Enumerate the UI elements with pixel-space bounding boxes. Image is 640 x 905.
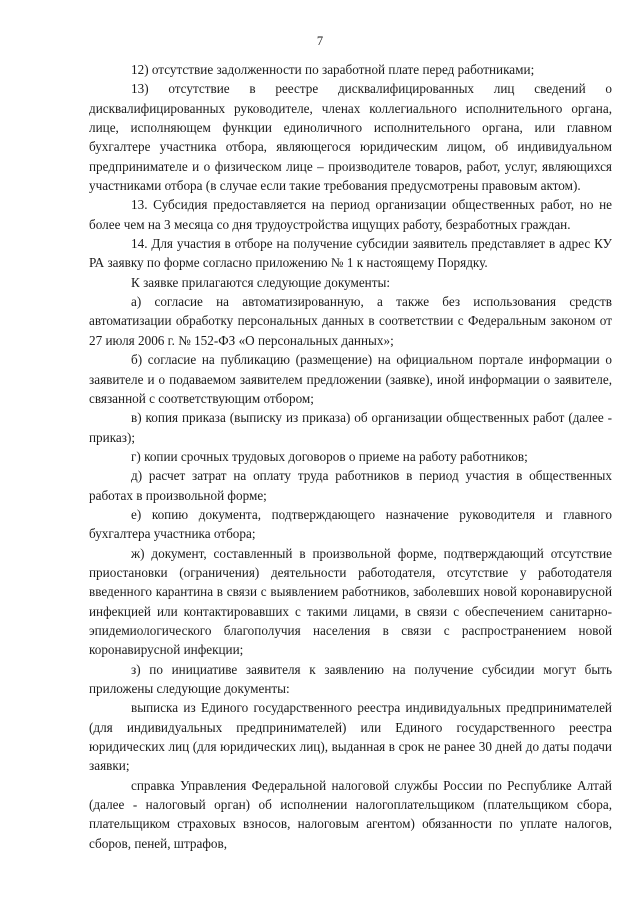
document-body (89, 60, 612, 853)
page-number: 7 (316, 34, 324, 48)
paragraph: справка Управления Федеральной налоговой службы России по Республике Алтай (далее - налоговый орган) об исполнении налогоплательщиком (плательщиком сбора, плательщиком страховых взносов, налоговым агентом) обязанности по уплате налогов, сборов, пеней, штрафов, (89, 777, 612, 851)
paragraph: 12) отсутствие задолженности по заработной плате перед работниками; (131, 62, 535, 77)
paragraph: К заявке прилагаются следующие документы: (131, 274, 391, 290)
paragraph: а) согласие на автоматизированную, а также без использования средств автоматизации обработку персональных данных в соответствии с Федеральным законом от 27 июля 2006 г. № 152-ФЗ «О персональных данных»; (89, 294, 612, 348)
paragraph: 14. Для участия в отборе на получение субсидии заявитель представляет в адрес КУ РА заявку по форме согласно приложению № 1 к настоящему Порядку. (89, 236, 612, 271)
paragraph: 13) отсутствие в реестре дисквалифицированных лиц сведений о дисквалифицированных руководителе, членах коллегиального исполнительного органа, лице, исполняющем функции единоличного исполнительного органа, или главном бухгалтере участника отбора, являющегося юридическим лицом, об индивидуальном предпринимателе и о физическом лице – производителе товаров, работ, услуг, являющихся участниками отбора (в случае если такие требования предусмотрены правовым актом). (89, 81, 612, 194)
paragraph: б) согласие на публикацию (размещение) на официальном портале информации о заявителе и о подаваемом заявителем предложении (заявке), иной информации о заявителе, связанной с соответствующим отбором; (89, 352, 612, 406)
paragraph: в) копия приказа (выписку из приказа) об организации общественных работ (далее - приказ); (89, 410, 612, 445)
paragraph: е) копию документа, подтверждающего назначение руководителя и главного бухгалтера участника отбора; (89, 506, 612, 542)
paragraph: 13. Субсидия предоставляется на период организации общественных работ, но не более чем на 3 месяца со дня трудоустройства ищущих работу, безработных граждан. (89, 197, 612, 232)
paragraph: выписка из Единого государственного реестра индивидуальных предпринимателей (для индивидуальных предпринимателей) или Единого государственного реестра юридических лиц (для юридических лиц), выданная в срок не ранее 30 дней до даты подачи заявки; (89, 700, 612, 774)
paragraph: д) расчет затрат на оплату труда работников в период участия в общественных работах в произвольной форме; (89, 468, 612, 503)
paragraph: з) по инициативе заявителя к заявлению на получение субсидии могут быть приложены следующие документы: (89, 661, 612, 696)
paragraph: ж) документ, составленный в произвольной форме, подтверждающий отсутствие приостановки (ограничения) деятельности работодателя, отсутствие у работодателя введенного карантина в связи с выявлением работников, заболевших новой коронавирусной инфекцией или контактировавших с такими лицами, в связи с обеспечением санитарно-эпидемиологического благополучия населения в связи с распространением новой коронавирусной инфекции; (89, 545, 612, 658)
paragraph: г) копии срочных трудовых договоров о приеме на работу работников; (131, 448, 528, 464)
